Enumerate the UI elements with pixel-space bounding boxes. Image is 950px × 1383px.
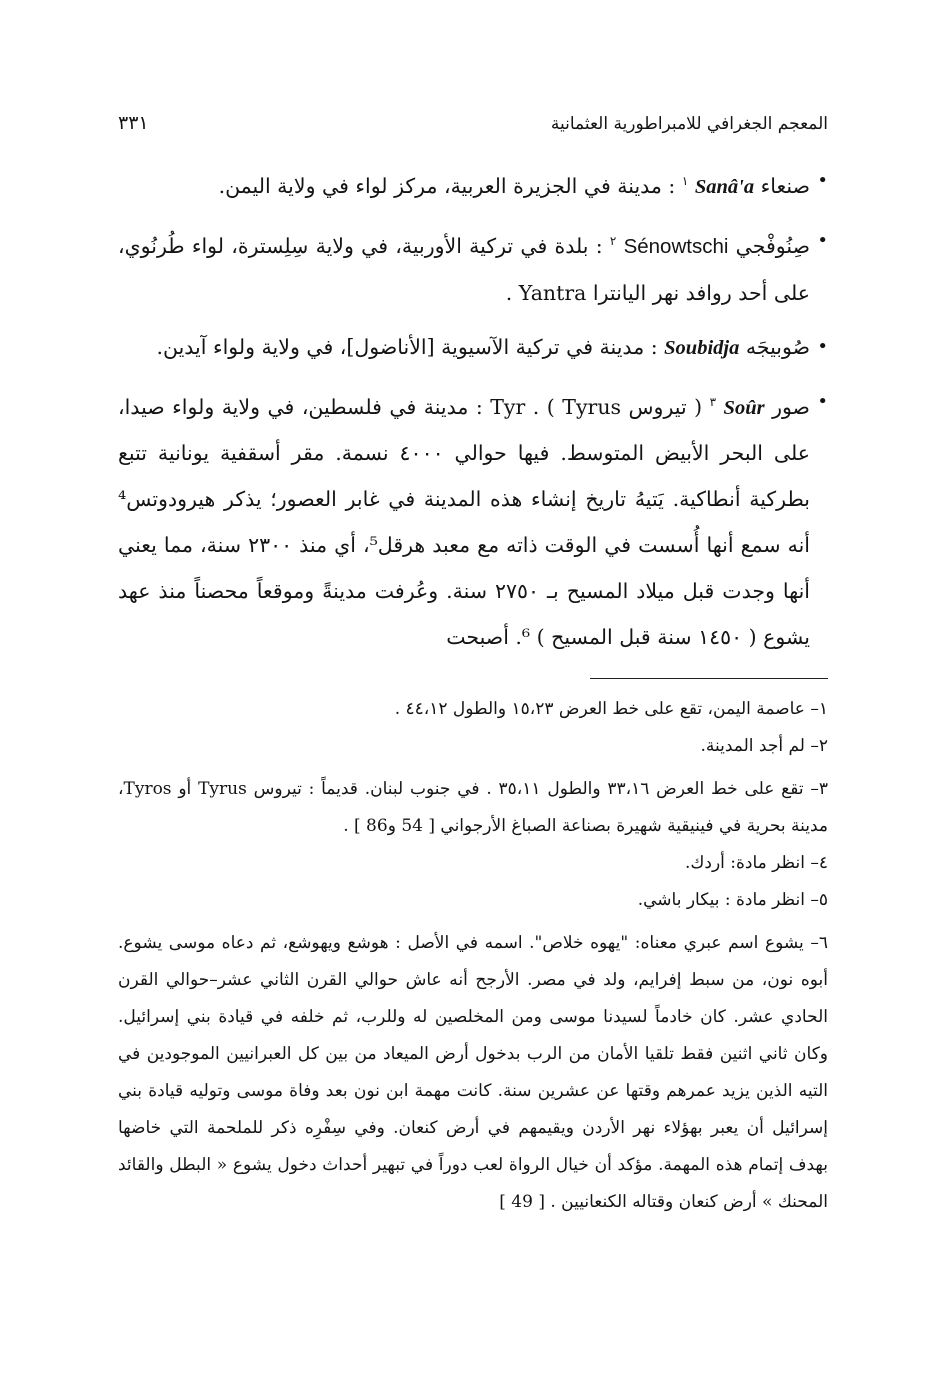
entry-text: : مدينة في الجزيرة العربية، مركز لواء في ولاية اليمن. <box>218 173 676 198</box>
page-number: ٣٣١ <box>118 112 149 134</box>
entries-list <box>118 158 828 660</box>
entry-latin-name: Soubidja <box>664 336 740 359</box>
entry-text: ( تيروس Tyrus ) . Tyr : مدينة في فلسطين، في ولاية ولواء صيدا، على البحر الأبيض المتوسط. فيها حوالي ٤٠٠٠ نسمة. مقر أسقفية يونانية تتبع بطركية أنطاكية. يَتيهُ تاريخ إنشاء هذه المدينة في غابر العصور؛ يذكر هيرودوتس⁴ أنه سمع أنها أُسست في الوقت ذاته مع معبد هرقل⁵، أي منذ ٢٣٠٠ سنة، مما يعني أنها وجدت قبل ميلاد المسيح بـ ٢٧٥٠ سنة. وعُرفت مدينةً وموقعاً محصناً منذ عهد يشوع ( ١٤٥٠ سنة قبل المسيح ) ⁶. أصبحت <box>118 394 811 650</box>
bullet: • <box>817 170 828 191</box>
footnote-4: ٤– انظر مادة: أردك. <box>684 853 828 874</box>
entry-text: : مدينة في تركية الآسيوية [الأناضول]، في ولاية ولواء آيدين. <box>156 334 658 359</box>
entry-arabic-name: صور <box>772 394 810 419</box>
entry-text: : بلدة في تركية الأوربية، في ولاية سِلِسترة، لواء طُرنُوي، على أحد روافد نهر اليانترا Yantra . <box>118 233 810 305</box>
entry-arabic-name: صُوبيجَه <box>745 334 810 359</box>
bullet: • <box>817 335 828 357</box>
page-header <box>118 112 828 148</box>
bullet: • <box>817 390 828 412</box>
footnote-5: ٥– انظر مادة : بيكار باشي. <box>637 890 828 911</box>
entry-sanaa <box>118 158 828 210</box>
footnote-1: ١– عاصمة اليمن، تقع على خط العرض ١٥،٢٣ والطول ٤٤،١٢ . <box>394 699 828 720</box>
entry-arabic-name: صنعاء <box>760 173 810 198</box>
footnotes <box>118 691 828 1221</box>
bullet: • <box>817 229 828 251</box>
entry-senowtschi <box>118 218 828 316</box>
running-title: المعجم الجغرافي للامبراطورية العثمانية <box>550 114 828 134</box>
footnote-divider <box>590 678 828 679</box>
entry-soubidja <box>118 324 828 371</box>
entry-latin-name: Soûr <box>723 396 765 419</box>
entry-sour <box>118 379 828 661</box>
footnote-ref: ١ <box>681 174 689 188</box>
entry-latin-name: Sénowtschi <box>623 234 729 258</box>
footnote-ref: ٣ <box>709 394 717 409</box>
document-page <box>118 112 828 1282</box>
entry-latin-name: Sanâ'a <box>694 175 755 198</box>
footnote-ref: ٢ <box>609 233 617 248</box>
footnote-3: ٣– تقع على خط العرض ٣٣،١٦ والطول ٣٥،١١ . في جنوب لبنان. قديماً : تيروس Tyrus أو Tyros، مدينة بحرية في فينيقية شهيرة بصناعة الصباغ الأرجواني [ 54 و86 ] . <box>118 779 828 837</box>
footnote-2: ٢– لم أجد المدينة. <box>700 736 828 757</box>
footnote-6: ٦– يشوع اسم عبري معناه: "يهوه خلاص". اسمه في الأصل : هوشع ويهوشع، ثم دعاه موسى يشوع. أبوه نون، من سبط إفرايم، ولد في مصر. الأرجح أنه عاش حوالي القرن الثاني عشر–حوالي القرن الحادي عشر. كان خادماً لسيدنا موسى ومن المخلصين له وللرب، ثم خلفه في قيادة بني إسرائيل. وكان ثاني اثنين فقط تلقيا الأمان من الرب بدخول أرض الميعاد من بين كل العبرانيين الموجودين في التيه الذين يزيد عمرهم وقتها عن عشرين سنة. كانت مهمة ابن نون بعد وفاة موسى وتوليه قيادة بني إسرائيل أن يعبر بهؤلاء نهر الأردن ويقيمهم في أرض كنعان. وفي سِفْرِه ذكر للملحمة التي خاضها بهدف إتمام هذه المهمة. مؤكد أن خيال الرواة لعب دوراً في تبهير أحداث دخول يشوع « البطل والقائد المحنك » أرض كنعان وقتاله الكنعانيين . [ 49 ] <box>118 933 828 1213</box>
entry-arabic-name: صِنُوفْجي <box>735 233 810 258</box>
